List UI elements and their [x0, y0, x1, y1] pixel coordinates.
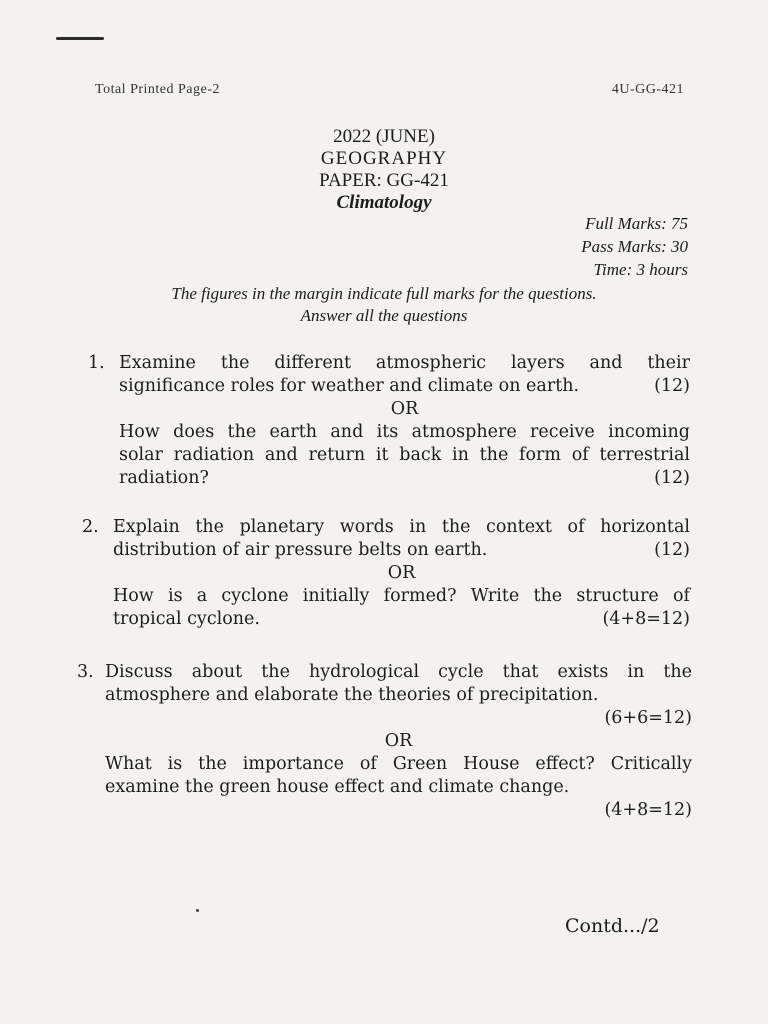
question-text: examine the green house effect and climate change.	[105, 777, 570, 797]
or-divider: OR	[390, 399, 419, 419]
question-marks: (4+8=12)	[604, 800, 692, 820]
question-number: 1.	[88, 353, 105, 373]
question-marks: (6+6=12)	[604, 708, 692, 728]
question-marks: (4+8=12)	[602, 609, 690, 629]
continued-label: Contd.../2	[565, 915, 660, 937]
question-number: 3.	[77, 662, 94, 682]
question-text: How does the earth and its atmosphere receive incoming	[119, 422, 690, 442]
question-text: Explain the planetary words in the context of horizontal	[113, 517, 690, 537]
question-3	[77, 661, 692, 822]
exam-subject: GEOGRAPHY	[320, 148, 448, 169]
question-2	[82, 516, 690, 631]
exam-topic: Climatology	[336, 192, 432, 213]
question-text: tropical cyclone.	[113, 609, 260, 629]
paper-code-label: 4U-GG-421	[611, 82, 684, 97]
question-text: distribution of air pressure belts on earth.	[113, 540, 488, 560]
instruction-answer-all: Answer all the questions	[300, 306, 468, 325]
exam-year: 2022 (JUNE)	[333, 126, 435, 147]
question-marks: (12)	[654, 468, 690, 488]
question-text: radiation?	[119, 468, 209, 488]
question-text: How is a cyclone initially formed? Write the structure of	[113, 586, 690, 606]
or-divider: OR	[387, 563, 416, 583]
question-text: Examine the different atmospheric layers and their	[119, 353, 690, 373]
question-number: 2.	[82, 517, 99, 537]
exam-paper: PAPER: GG-421	[319, 170, 449, 191]
question-marks: (12)	[654, 540, 690, 560]
pass-marks: Pass Marks: 30	[581, 237, 688, 256]
question-1	[88, 352, 690, 490]
full-marks: Full Marks: 75	[585, 214, 688, 233]
time-allowed: Time: 3 hours	[593, 260, 688, 279]
scan-speck	[196, 909, 199, 912]
question-text: atmosphere and elaborate the theories of precipitation.	[105, 685, 599, 705]
question-text: Discuss about the hydrological cycle that exists in the	[105, 662, 692, 682]
question-marks: (12)	[654, 376, 690, 396]
instruction-margin: The figures in the margin indicate full marks for the questions.	[171, 284, 597, 303]
question-text: What is the importance of Green House effect? Critically	[105, 754, 692, 774]
question-text: solar radiation and return it back in the form of terrestrial	[119, 445, 690, 465]
total-pages-label: Total Printed Page-2	[95, 82, 220, 97]
scan-mark	[56, 37, 104, 40]
question-text: significance roles for weather and climate on earth.	[119, 376, 580, 396]
or-divider: OR	[384, 731, 413, 751]
